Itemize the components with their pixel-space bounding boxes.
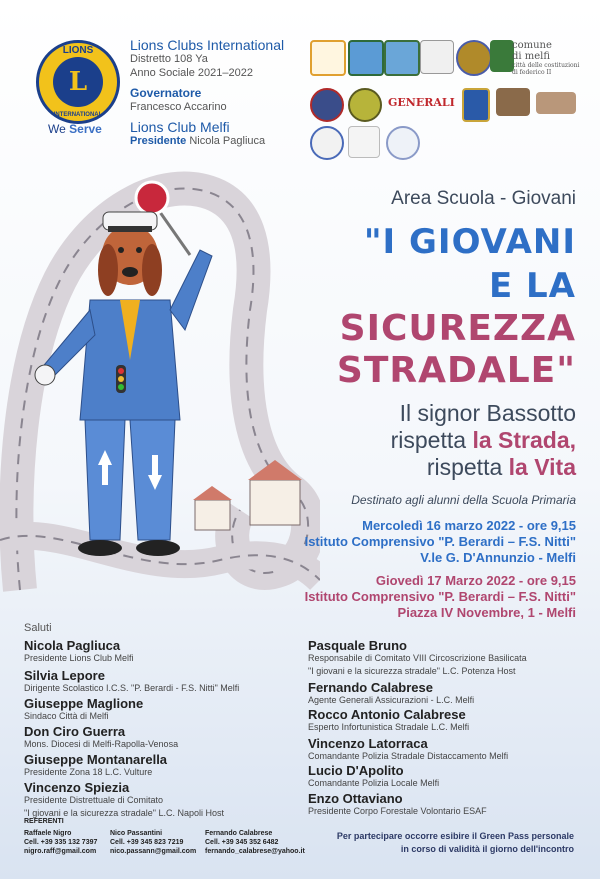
referente-name: Fernando Calabrese — [205, 830, 273, 837]
sponsor-logo-wheel-icon — [386, 126, 420, 160]
guest-role: Presidente Zona 18 L.C. Vulture — [24, 767, 153, 777]
referente-phone: Cell. +39 345 823 7219 — [110, 839, 184, 846]
green-pass-note — [334, 830, 574, 856]
guest-role: Presidente Lions Club Melfi — [24, 653, 134, 663]
guest-left-2 — [24, 669, 239, 695]
referente-name: Raffaele Nigro — [24, 830, 72, 837]
guest-role: Dirigente Scolastico I.C.S. "P. Berardi - F.S. Nitti" Melfi — [24, 683, 240, 693]
governor-name: Francesco Accarino — [130, 101, 227, 113]
guest-role: Agente Generali Assicurazioni - L.C. Melfi — [308, 695, 475, 705]
referente-2 — [110, 829, 196, 856]
comune-logo — [512, 40, 582, 76]
guest-name: Enzo Ottaviano — [308, 791, 403, 806]
event-2-date: Giovedì 17 Marzo 2022 - ore 9,15 — [375, 573, 576, 588]
title-line-4: STRADALE" — [336, 350, 576, 391]
guest-left-3 — [24, 697, 143, 723]
guest-role: Presidente Corpo Forestale Volontario ESAF — [308, 806, 487, 816]
bassotto-traffic-officer-illustration — [0, 160, 320, 615]
generali-logo: GENERALI — [388, 96, 455, 109]
comune-title: comune — [512, 40, 552, 51]
guest-role: Comandante Polizia Locale Melfi — [308, 778, 440, 788]
guest-role: Esperto Infortunistica Stradale L.C. Melfi — [308, 722, 470, 732]
event-2 — [305, 573, 576, 621]
house-icon — [250, 480, 300, 525]
event-1-address: V.le G. D'Annunzio - Melfi — [420, 550, 576, 565]
lions-logo-text: LIONS — [62, 45, 94, 56]
lions-logo-ring-text: INTERNATIONAL — [53, 112, 103, 118]
referenti-label: REFERENTI — [24, 818, 64, 825]
sponsor-logo-figure-icon — [348, 126, 380, 158]
lions-emblem-core — [53, 57, 103, 107]
guest-name: Rocco Antonio Calabrese — [308, 707, 466, 722]
guest-name: Lucio D'Apolito — [308, 763, 404, 778]
title-line-1: "I GIOVANI — [363, 222, 576, 262]
guest-role-2: "I giovani e la sicurezza stradale" L.C. Napoli Host — [24, 808, 224, 818]
subtitle-line-3-bold: la Vita — [508, 454, 576, 480]
guest-name: Vincenzo Latorraca — [308, 736, 428, 751]
stop-paddle-icon — [136, 182, 168, 214]
sponsor-logo-round-blue-icon — [310, 88, 344, 122]
sponsor-logo-building-icon — [496, 88, 530, 116]
governor-label: Governatore — [130, 86, 202, 100]
event-1-place: Istituto Comprensivo "P. Berardi – F.S. Nitti" — [304, 534, 576, 549]
president-name: Nicola Pagliuca — [189, 135, 266, 147]
event-1 — [305, 518, 576, 566]
title-line-3: SICUREZZA — [339, 308, 576, 349]
sponsor-logo-crest-icon — [384, 40, 420, 76]
guest-role-2: "I giovani e la sicurezza stradale" L.C. Potenza Host — [308, 666, 516, 676]
guest-left-5 — [24, 753, 167, 779]
subtitle-line-2-prefix: rispetta — [390, 427, 467, 453]
we-serve-prefix: We — [48, 122, 66, 136]
guest-role: Responsabile di Comitato VIII Circoscrizione Basilicata — [308, 653, 527, 663]
referente-email: fernando_calabrese@yahoo.it — [205, 848, 305, 855]
comune-city: di melfi — [512, 51, 551, 62]
guest-name: Giuseppe Maglione — [24, 696, 144, 711]
president-label: Presidente — [130, 135, 187, 147]
guest-right-5 — [308, 764, 439, 790]
referente-email: nigro.raff@gmail.com — [24, 848, 97, 855]
event-2-address: Piazza IV Novembre, 1 - Melfi — [397, 605, 576, 620]
guest-name: Don Ciro Guerra — [24, 724, 126, 739]
guest-name: Silvia Lepore — [24, 668, 105, 683]
guest-right-1 — [308, 639, 527, 678]
green-pass-note-line-1: Per partecipare occorre esibire il Green Pass personale — [336, 831, 574, 841]
subtitle-line-2 — [391, 427, 576, 454]
title-line-2: E LA — [488, 266, 576, 306]
event-2-place: Istituto Comprensivo "P. Berardi – F.S. Nitti" — [304, 589, 576, 604]
guest-left-4 — [24, 725, 178, 751]
guest-name: Giuseppe Montanarella — [24, 752, 168, 767]
subtitle-line-1: Il signor Bassotto — [399, 400, 576, 426]
guest-role: Sindaco Città di Melfi — [24, 711, 109, 721]
guest-right-2 — [308, 681, 474, 707]
org-name: Lions Clubs International — [130, 37, 285, 53]
district: Distretto 108 Ya — [130, 53, 208, 65]
subtitle-line-3 — [427, 454, 576, 481]
guest-name: Nicola Pagliuca — [24, 638, 121, 653]
referente-email: nico.passann@gmail.com — [110, 848, 197, 855]
social-year: Anno Sociale 2021–2022 — [130, 67, 253, 79]
referente-3 — [205, 829, 305, 856]
sponsor-logo-circle-emblem-icon — [310, 126, 344, 160]
club-info — [130, 38, 310, 148]
guest-name: Pasquale Bruno — [308, 638, 407, 653]
sponsor-logo-blue-shield-icon — [462, 88, 490, 122]
guest-left-1 — [24, 639, 134, 665]
lions-logo — [36, 40, 120, 124]
guest-role: Presidente Distrettuale di Comitato — [24, 795, 164, 805]
we-serve-motto — [48, 122, 102, 136]
sponsor-logo-seal-icon — [456, 40, 492, 76]
sponsor-logo-shield-icon — [348, 40, 384, 76]
we-serve-bold: Serve — [69, 122, 102, 136]
guest-left-6 — [24, 781, 224, 820]
club-name: Lions Club Melfi — [130, 119, 230, 135]
referente-name: Nico Passantini — [110, 830, 163, 837]
referente-phone: Cell. +39 335 132 7397 — [24, 839, 98, 846]
guest-role: Comandante Polizia Stradale Distaccamento Melfi — [308, 751, 509, 761]
sponsor-logo-round-gold-icon — [348, 88, 382, 122]
subtitle-line-2-bold: la Strada, — [472, 427, 576, 453]
guest-role: Mons. Diocesi di Melfi-Rapolla-Venosa — [24, 739, 179, 749]
referente-1 — [24, 829, 97, 856]
guest-right-4 — [308, 737, 508, 763]
event-1-date: Mercoledì 16 marzo 2022 - ore 9,15 — [362, 518, 576, 533]
guest-right-3 — [308, 708, 469, 734]
comune-tagline: città delle costituzioni di federico II — [512, 62, 580, 76]
lions-emblem-letter: L — [68, 67, 88, 97]
referente-phone: Cell. +39 345 352 6482 — [205, 839, 279, 846]
sponsor-logo-arch-icon — [310, 40, 346, 76]
guest-name: Vincenzo Spiezia — [24, 780, 130, 795]
destination-note: Destinato agli alunni della Scuola Primaria — [351, 493, 576, 507]
area-label: Area Scuola - Giovani — [391, 188, 576, 209]
subtitle-line-3-prefix: rispetta — [426, 454, 503, 480]
sponsor-logo-police-icon — [420, 40, 454, 74]
saluti-label: Saluti — [24, 622, 52, 634]
sponsor-logo-tree-icon — [490, 40, 514, 72]
sponsor-logo-school-icon — [536, 92, 576, 114]
guest-name: Fernando Calabrese — [308, 680, 433, 695]
green-pass-note-line-2: in corso di validità il giorno dell'incontro — [400, 844, 574, 854]
guest-right-6 — [308, 792, 487, 818]
house-small-icon — [195, 500, 230, 530]
